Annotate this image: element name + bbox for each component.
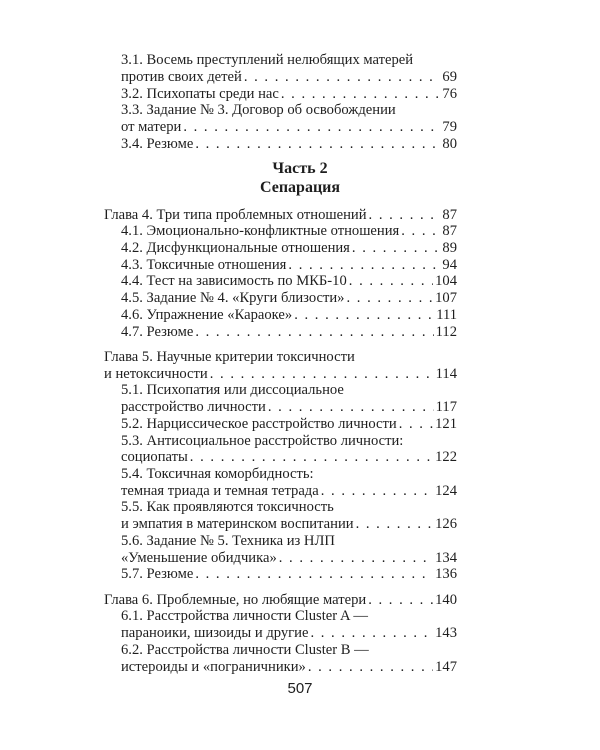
toc-entry-text: 4.4. Тест на зависимость по МКБ-10 xyxy=(121,273,347,290)
toc-entry-text: «Уменьшение обидчика» xyxy=(121,549,277,566)
toc-entry-text: от матери xyxy=(121,119,182,136)
toc-page-number: 114 xyxy=(435,365,457,382)
toc-entry-text: параноики, шизоиды и другие xyxy=(121,625,309,642)
toc-entry-4-4 xyxy=(121,272,457,290)
toc-entry-3-1 xyxy=(121,68,457,86)
toc-page-number: 76 xyxy=(442,85,457,102)
toc-entry-5-3-line1: 5.3. Антисоциальное расстройство личности: xyxy=(121,432,404,449)
toc-entry-text: 4.6. Упражнение «Караоке» xyxy=(121,306,293,323)
toc-entry-text: 5.7. Резюме xyxy=(121,566,194,583)
toc-page-number: 121 xyxy=(435,415,457,432)
toc-entry-text: против своих детей xyxy=(121,68,242,85)
toc-entry-text: 4.3. Токсичные отношения xyxy=(121,256,287,273)
toc-entry-6-1 xyxy=(121,624,457,642)
toc-page-number: 107 xyxy=(435,290,457,307)
toc-page-number: 94 xyxy=(442,256,457,273)
toc-entry-text: истероиды и «пограничники» xyxy=(121,658,306,675)
toc-entry-3-3 xyxy=(121,118,457,136)
toc-page-number: 117 xyxy=(435,399,457,416)
toc-page-number: 124 xyxy=(435,482,457,499)
toc-page-number: 87 xyxy=(442,206,457,223)
toc-entry-text: 4.5. Задание № 4. «Круги близости» xyxy=(121,290,345,307)
toc-entry-6-1-line1: 6.1. Расстройства личности Cluster A — xyxy=(121,608,368,625)
toc-page-number: 143 xyxy=(435,625,457,642)
toc-entry-5-4-line1: 5.4. Токсичная коморбидность: xyxy=(121,466,314,482)
toc-entry-3-4 xyxy=(121,135,457,153)
page-number: 507 xyxy=(287,680,313,697)
toc-entry-3-3-line1: 3.3. Задание № 3. Договор об освобождении xyxy=(121,102,396,119)
toc-page-number: 134 xyxy=(435,549,457,566)
toc-page-number: 126 xyxy=(435,516,457,533)
toc-entry-4-3 xyxy=(121,256,457,274)
toc-chapter-6 xyxy=(104,591,457,609)
toc-page-number: 87 xyxy=(442,223,457,240)
toc-chapter-5 xyxy=(104,365,457,383)
toc-entry-5-6-line1: 5.6. Задание № 5. Техника из НЛП xyxy=(121,532,335,549)
toc-entry-text: 4.2. Дисфункциональные отношения xyxy=(121,240,350,256)
toc-page-number: 69 xyxy=(442,68,457,85)
toc-page-number: 104 xyxy=(435,273,457,290)
toc-entry-text: и эмпатия в материнском воспитании xyxy=(121,516,354,533)
toc-entry-6-2 xyxy=(121,658,457,676)
toc-entry-text: расстройство личности xyxy=(121,399,266,416)
toc-entry-text: темная триада и темная тетрада xyxy=(121,482,319,499)
toc-entry-text: 4.7. Резюме xyxy=(121,323,194,340)
toc-entry-5-1-line1: 5.1. Психопатия или диссоциальное xyxy=(121,382,344,399)
toc-chapter-title: Глава 4. Три типа проблемных отношений xyxy=(104,206,367,223)
toc-entry-5-7 xyxy=(121,565,457,583)
toc-entry-5-5-line1: 5.5. Как проявляются токсичность xyxy=(121,499,334,516)
toc-entry-text: 5.2. Нарциссическое расстройство личности xyxy=(121,415,397,432)
toc-page-number: 122 xyxy=(435,449,457,466)
toc-page-number: 140 xyxy=(435,591,457,608)
toc-entry-5-3 xyxy=(121,448,457,466)
toc-entry-text: 3.2. Психопаты среди нас xyxy=(121,85,279,102)
toc-page-number: 112 xyxy=(435,323,457,340)
toc-page-number: 136 xyxy=(435,566,457,583)
toc-chapter-title: Глава 6. Проблемные, но любящие матери xyxy=(104,591,367,608)
toc-page-number: 79 xyxy=(442,119,457,136)
toc-page-number: 89 xyxy=(442,240,457,256)
toc-entry-4-7 xyxy=(121,323,457,341)
part-title: Сепарация xyxy=(259,178,341,196)
toc-entry-3-2 xyxy=(121,85,457,103)
toc-entry-5-6 xyxy=(121,549,457,567)
toc-entry-3-1-line1: 3.1. Восемь преступлений нелюбящих матерей xyxy=(121,52,414,69)
toc-entry-text: 4.1. Эмоционально-конфликтные отношения xyxy=(121,223,400,240)
toc-entry-4-5 xyxy=(121,289,457,307)
toc-chapter-5-line1: Глава 5. Научные критерии токсичности xyxy=(104,348,355,365)
toc-page-number: 80 xyxy=(442,135,457,152)
toc-entry-4-2 xyxy=(121,239,457,257)
toc-chapter-title: и нетоксичности xyxy=(104,365,208,382)
toc-page-number: 147 xyxy=(435,658,457,675)
toc-entry-5-1 xyxy=(121,398,457,416)
toc-entry-5-4 xyxy=(121,482,457,500)
toc-entry-4-6 xyxy=(121,306,457,324)
part-number: Часть 2 xyxy=(272,159,328,177)
toc-chapter-4 xyxy=(104,206,457,224)
toc-entry-4-1 xyxy=(121,222,457,240)
toc-entry-6-2-line1: 6.2. Расстройства личности Cluster B — xyxy=(121,641,369,658)
toc-entry-text: социопаты xyxy=(121,449,188,466)
toc-page-number: 111 xyxy=(436,306,457,323)
toc-entry-5-2 xyxy=(121,415,457,433)
toc-entry-5-5 xyxy=(121,515,457,533)
toc-entry-text: 3.4. Резюме xyxy=(121,135,194,152)
